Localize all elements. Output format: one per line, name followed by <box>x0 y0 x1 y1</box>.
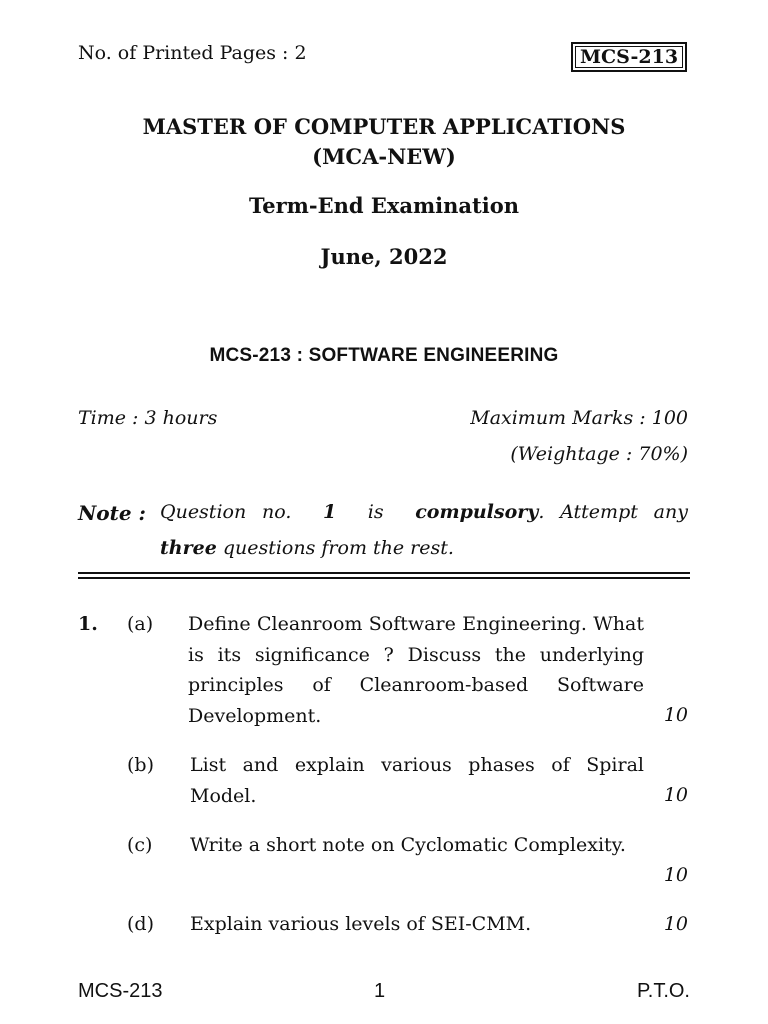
part-marks-a: 10 <box>663 704 688 726</box>
note-text-line2 <box>160 537 454 559</box>
footer-course-code: MCS-213 <box>78 980 163 1002</box>
footer-page-number: 1 <box>374 980 386 1002</box>
note-text-part: Question no. <box>160 501 292 523</box>
exam-title: Term-End Examination <box>248 193 519 218</box>
note-label: Note : <box>78 501 146 525</box>
printed-pages-count: No. of Printed Pages : 2 <box>78 42 307 64</box>
exam-date: June, 2022 <box>320 244 448 269</box>
weightage: (Weightage : 70%) <box>510 443 688 465</box>
program-title: MASTER OF COMPUTER APPLICATIONS <box>142 114 626 139</box>
divider-line <box>78 572 690 574</box>
part-text-d: Explain various levels of SEI-CMM. <box>190 913 532 935</box>
exam-time: Time : 3 hours <box>78 407 218 429</box>
course-code-box: MCS-213 <box>571 42 687 72</box>
divider-line <box>78 577 690 579</box>
subject-title: MCS-213 : SOFTWARE ENGINEERING <box>209 345 559 366</box>
note-text-part: . Attempt any <box>538 501 688 523</box>
part-label-a: (a) <box>127 613 154 635</box>
part-label-b: (b) <box>127 754 154 776</box>
part-text-a: Define Cleanroom Software Engineering. What is its significance ? Discuss the underlying principles of Cleanroom-based Software Development. <box>188 613 644 727</box>
part-marks-b: 10 <box>663 784 688 806</box>
note-text-part: questions from the rest. <box>222 537 454 559</box>
part-label-c: (c) <box>127 834 153 856</box>
part-text-c: Write a short note on Cyclomatic Complexity. <box>190 834 626 856</box>
note-question-number: 1 <box>322 501 337 523</box>
part-text-b: List and explain various phases of Spiral Model. <box>190 754 644 807</box>
note-three: three <box>160 537 217 559</box>
program-subtitle: (MCA-NEW) <box>312 144 456 169</box>
part-label-d: (d) <box>127 913 154 935</box>
note-text-line1 <box>160 501 688 523</box>
note-compulsory: compulsory <box>415 501 539 523</box>
footer-pto: P.T.O. <box>637 980 690 1002</box>
maximum-marks: Maximum Marks : 100 <box>470 407 688 429</box>
question-number: 1. <box>78 613 98 635</box>
part-marks-d: 10 <box>663 913 688 935</box>
note-text-part: is <box>367 501 384 523</box>
part-marks-c: 10 <box>663 864 688 886</box>
